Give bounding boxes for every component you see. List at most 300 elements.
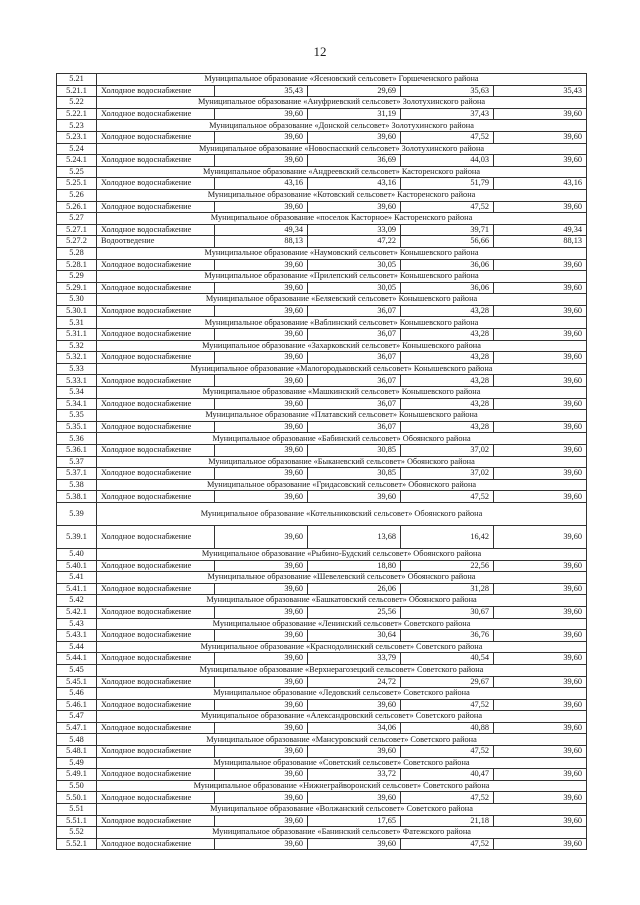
- tariff-value-1: 39,60: [215, 201, 308, 213]
- service-row: [57, 282, 587, 294]
- service-row: [57, 606, 587, 618]
- tariff-value-3: 44,03: [401, 155, 494, 167]
- municipality-title: Муниципальное образование «Волжанский сельсовет» Советского района: [97, 804, 587, 816]
- tariff-value-4: 39,60: [494, 560, 587, 572]
- tariff-value-1: 39,60: [215, 282, 308, 294]
- row-number: 5.42.1: [57, 606, 97, 618]
- municipality-row: [57, 213, 587, 225]
- municipality-row: [57, 120, 587, 132]
- service-row: [57, 653, 587, 665]
- municipality-title: Муниципальное образование «Мансуровский сельсовет» Советского района: [97, 734, 587, 746]
- service-row: [57, 676, 587, 688]
- municipality-title: Муниципальное образование «поселок Касторное» Касторенского района: [97, 213, 587, 225]
- row-number: 5.41.1: [57, 583, 97, 595]
- tariff-value-3: 40,54: [401, 653, 494, 665]
- municipality-title: Муниципальное образование «Быканевский сельсовет» Обоянского района: [97, 456, 587, 468]
- row-number: 5.39.1: [57, 525, 97, 548]
- tariff-value-3: 47,52: [401, 201, 494, 213]
- row-number: 5.31.1: [57, 329, 97, 341]
- service-name: Холодное водоснабжение: [97, 769, 215, 781]
- tariff-value-2: 33,09: [308, 224, 401, 236]
- row-number: 5.29: [57, 271, 97, 283]
- row-number: 5.24.1: [57, 155, 97, 167]
- service-row: [57, 236, 587, 248]
- tariff-value-3: 31,28: [401, 583, 494, 595]
- municipality-title: Муниципальное образование «Ледовский сельсовет» Советского района: [97, 688, 587, 700]
- row-number: 5.26: [57, 189, 97, 201]
- tariff-value-1: 39,60: [215, 525, 308, 548]
- tariff-value-1: 39,60: [215, 699, 308, 711]
- municipality-title: Муниципальное образование «Бабинский сельсовет» Обоянского района: [97, 433, 587, 445]
- service-name: Холодное водоснабжение: [97, 560, 215, 572]
- row-number: 5.26.1: [57, 201, 97, 213]
- service-name: Холодное водоснабжение: [97, 468, 215, 480]
- municipality-row: [57, 456, 587, 468]
- tariff-value-3: 40,47: [401, 769, 494, 781]
- tariff-value-2: 34,06: [308, 722, 401, 734]
- service-row: [57, 131, 587, 143]
- tariff-value-3: 30,67: [401, 606, 494, 618]
- tariff-value-4: 39,60: [494, 630, 587, 642]
- tariff-value-1: 39,60: [215, 375, 308, 387]
- tariff-value-2: 36,69: [308, 155, 401, 167]
- tariff-value-3: 47,52: [401, 792, 494, 804]
- tariff-value-1: 39,60: [215, 491, 308, 503]
- municipality-title: Муниципальное образование «Наумовский сельсовет» Конышевского района: [97, 247, 587, 259]
- row-number: 5.43.1: [57, 630, 97, 642]
- service-row: [57, 560, 587, 572]
- service-row: [57, 630, 587, 642]
- tariff-value-3: 40,88: [401, 722, 494, 734]
- tariff-value-3: 43,28: [401, 398, 494, 410]
- row-number: 5.22: [57, 97, 97, 109]
- tariff-value-2: 39,60: [308, 746, 401, 758]
- service-row: [57, 491, 587, 503]
- municipality-title: Муниципальное образование «Нижнеграйворонский сельсовет» Советского района: [97, 780, 587, 792]
- row-number: 5.45: [57, 664, 97, 676]
- tariff-value-3: 22,56: [401, 560, 494, 572]
- row-number: 5.35.1: [57, 421, 97, 433]
- row-number: 5.23.1: [57, 131, 97, 143]
- tariff-value-1: 39,60: [215, 838, 308, 850]
- row-number: 5.27: [57, 213, 97, 225]
- row-number: 5.21.1: [57, 85, 97, 97]
- municipality-title: Муниципальное образование «Андреевский сельсовет» Касторенского района: [97, 166, 587, 178]
- municipality-title: Муниципальное образование «Ленинский сельсовет» Советского района: [97, 618, 587, 630]
- tariff-value-1: 39,60: [215, 792, 308, 804]
- tariff-value-4: 39,60: [494, 525, 587, 548]
- service-name: Холодное водоснабжение: [97, 201, 215, 213]
- service-name: Холодное водоснабжение: [97, 676, 215, 688]
- tariff-value-3: 47,52: [401, 491, 494, 503]
- row-number: 5.21: [57, 74, 97, 86]
- tariff-value-2: 26,06: [308, 583, 401, 595]
- tariff-value-4: 39,60: [494, 653, 587, 665]
- service-name: Холодное водоснабжение: [97, 398, 215, 410]
- tariff-value-4: 43,16: [494, 178, 587, 190]
- row-number: 5.33: [57, 363, 97, 375]
- row-number: 5.30: [57, 294, 97, 306]
- service-name: Холодное водоснабжение: [97, 491, 215, 503]
- row-number: 5.27.1: [57, 224, 97, 236]
- service-name: Холодное водоснабжение: [97, 352, 215, 364]
- row-number: 5.40: [57, 548, 97, 560]
- municipality-row: [57, 757, 587, 769]
- tariff-value-1: 39,60: [215, 445, 308, 457]
- tariff-value-1: 39,60: [215, 746, 308, 758]
- tariff-value-4: 39,60: [494, 282, 587, 294]
- municipality-row: [57, 502, 587, 525]
- municipality-title: Муниципальное образование «Котельниковский сельсовет» Обоянского района: [97, 502, 587, 525]
- municipality-row: [57, 247, 587, 259]
- service-row: [57, 155, 587, 167]
- tariff-value-3: 43,28: [401, 375, 494, 387]
- row-number: 5.44.1: [57, 653, 97, 665]
- tariff-value-4: 39,60: [494, 375, 587, 387]
- municipality-row: [57, 827, 587, 839]
- service-row: [57, 699, 587, 711]
- row-number: 5.51.1: [57, 815, 97, 827]
- tariff-value-4: 39,60: [494, 606, 587, 618]
- tariff-value-2: 39,60: [308, 792, 401, 804]
- row-number: 5.34.1: [57, 398, 97, 410]
- tariff-value-2: 36,07: [308, 398, 401, 410]
- tariff-value-3: 47,52: [401, 131, 494, 143]
- row-number: 5.38.1: [57, 491, 97, 503]
- tariff-value-4: 35,43: [494, 85, 587, 97]
- tariff-value-1: 39,60: [215, 398, 308, 410]
- row-number: 5.52: [57, 827, 97, 839]
- service-row: [57, 329, 587, 341]
- municipality-title: Муниципальное образование «Новоспасский сельсовет» Золотухинского района: [97, 143, 587, 155]
- tariff-value-4: 39,60: [494, 131, 587, 143]
- service-row: [57, 746, 587, 758]
- service-name: Холодное водоснабжение: [97, 838, 215, 850]
- tariff-value-4: 39,60: [494, 583, 587, 595]
- tariff-value-4: 39,60: [494, 699, 587, 711]
- row-number: 5.52.1: [57, 838, 97, 850]
- row-number: 5.43: [57, 618, 97, 630]
- tariff-value-4: 39,60: [494, 838, 587, 850]
- tariff-value-1: 39,60: [215, 131, 308, 143]
- row-number: 5.35: [57, 410, 97, 422]
- tariff-value-2: 30,85: [308, 468, 401, 480]
- municipality-row: [57, 317, 587, 329]
- tariff-value-4: 39,60: [494, 329, 587, 341]
- tariff-value-3: 36,06: [401, 282, 494, 294]
- tariff-value-4: 39,60: [494, 792, 587, 804]
- row-number: 5.24: [57, 143, 97, 155]
- row-number: 5.49.1: [57, 769, 97, 781]
- tariff-value-2: 25,56: [308, 606, 401, 618]
- municipality-row: [57, 572, 587, 584]
- municipality-title: Муниципальное образование «Котовский сельсовет» Касторенского района: [97, 189, 587, 201]
- row-number: 5.25.1: [57, 178, 97, 190]
- service-name: Холодное водоснабжение: [97, 329, 215, 341]
- municipality-row: [57, 479, 587, 491]
- service-row: [57, 468, 587, 480]
- municipality-row: [57, 387, 587, 399]
- service-row: [57, 421, 587, 433]
- row-number: 5.48: [57, 734, 97, 746]
- tariff-value-2: 36,07: [308, 375, 401, 387]
- row-number: 5.36.1: [57, 445, 97, 457]
- municipality-row: [57, 143, 587, 155]
- tariff-value-3: 36,06: [401, 259, 494, 271]
- tariff-value-2: 39,60: [308, 491, 401, 503]
- municipality-row: [57, 804, 587, 816]
- service-name: Холодное водоснабжение: [97, 421, 215, 433]
- service-name: Холодное водоснабжение: [97, 131, 215, 143]
- row-number: 5.27.2: [57, 236, 97, 248]
- tariff-value-1: 39,60: [215, 305, 308, 317]
- row-number: 5.28: [57, 247, 97, 259]
- municipality-row: [57, 410, 587, 422]
- row-number: 5.23: [57, 120, 97, 132]
- tariff-value-3: 43,28: [401, 305, 494, 317]
- tariff-value-2: 29,69: [308, 85, 401, 97]
- row-number: 5.46.1: [57, 699, 97, 711]
- row-number: 5.42: [57, 595, 97, 607]
- tariff-value-2: 36,07: [308, 329, 401, 341]
- tariff-value-3: 56,66: [401, 236, 494, 248]
- tariff-value-2: 17,65: [308, 815, 401, 827]
- service-row: [57, 769, 587, 781]
- municipality-title: Муниципальное образование «Ануфриевский сельсовет» Золотухинского района: [97, 97, 587, 109]
- tariff-value-1: 88,13: [215, 236, 308, 248]
- tariff-value-3: 16,42: [401, 525, 494, 548]
- tariff-value-1: 39,60: [215, 329, 308, 341]
- service-name: Холодное водоснабжение: [97, 583, 215, 595]
- municipality-title: Муниципальное образование «Прилепский сельсовет» Конышевского района: [97, 271, 587, 283]
- service-name: Холодное водоснабжение: [97, 630, 215, 642]
- tariff-value-4: 39,60: [494, 815, 587, 827]
- service-row: [57, 375, 587, 387]
- service-name: Холодное водоснабжение: [97, 653, 215, 665]
- municipality-title: Муниципальное образование «Краснодолинский сельсовет» Советского района: [97, 641, 587, 653]
- row-number: 5.38: [57, 479, 97, 491]
- tariff-value-4: 39,60: [494, 491, 587, 503]
- row-number: 5.47.1: [57, 722, 97, 734]
- tariff-value-3: 51,79: [401, 178, 494, 190]
- tariff-value-1: 39,60: [215, 815, 308, 827]
- tariff-value-1: 39,60: [215, 468, 308, 480]
- service-row: [57, 108, 587, 120]
- service-row: [57, 838, 587, 850]
- municipality-row: [57, 780, 587, 792]
- row-number: 5.25: [57, 166, 97, 178]
- municipality-title: Муниципальное образование «Захарковский сельсовет» Конышевского района: [97, 340, 587, 352]
- tariff-value-2: 39,60: [308, 131, 401, 143]
- tariff-value-4: 39,60: [494, 108, 587, 120]
- row-number: 5.48.1: [57, 746, 97, 758]
- tariff-value-1: 39,60: [215, 630, 308, 642]
- municipality-row: [57, 340, 587, 352]
- tariff-value-1: 43,16: [215, 178, 308, 190]
- tariff-value-4: 39,60: [494, 155, 587, 167]
- tariff-value-1: 39,60: [215, 259, 308, 271]
- service-row: [57, 722, 587, 734]
- municipality-title: Муниципальное образование «Советский сельсовет» Советского района: [97, 757, 587, 769]
- row-number: 5.29.1: [57, 282, 97, 294]
- service-row: [57, 445, 587, 457]
- tariff-value-2: 39,60: [308, 699, 401, 711]
- service-name: Холодное водоснабжение: [97, 699, 215, 711]
- row-number: 5.50: [57, 780, 97, 792]
- service-name: Холодное водоснабжение: [97, 305, 215, 317]
- service-row: [57, 398, 587, 410]
- service-row: [57, 815, 587, 827]
- tariff-value-2: 36,07: [308, 421, 401, 433]
- tariff-value-2: 36,07: [308, 352, 401, 364]
- row-number: 5.45.1: [57, 676, 97, 688]
- tariff-value-4: 39,60: [494, 352, 587, 364]
- service-row: [57, 259, 587, 271]
- tariff-value-4: 88,13: [494, 236, 587, 248]
- tariff-value-3: 37,02: [401, 468, 494, 480]
- municipality-title: Муниципальное образование «Малогородьковский сельсовет» Конышевского района: [97, 363, 587, 375]
- tariff-value-1: 39,60: [215, 606, 308, 618]
- tariff-value-3: 47,52: [401, 838, 494, 850]
- service-name: Холодное водоснабжение: [97, 108, 215, 120]
- service-name: Холодное водоснабжение: [97, 85, 215, 97]
- tariff-value-2: 33,79: [308, 653, 401, 665]
- municipality-row: [57, 74, 587, 86]
- row-number: 5.31: [57, 317, 97, 329]
- municipality-title: Муниципальное образование «Машкинский сельсовет» Конышевского района: [97, 387, 587, 399]
- service-name: Водоотведение: [97, 236, 215, 248]
- service-row: [57, 583, 587, 595]
- tariff-value-1: 39,60: [215, 722, 308, 734]
- service-name: Холодное водоснабжение: [97, 375, 215, 387]
- tariff-table-body: [57, 74, 587, 850]
- tariff-value-4: 39,60: [494, 445, 587, 457]
- municipality-title: Муниципальное образование «Шевелевский сельсовет» Обоянского района: [97, 572, 587, 584]
- tariff-value-4: 39,60: [494, 769, 587, 781]
- row-number: 5.36: [57, 433, 97, 445]
- municipality-title: Муниципальное образование «Башкатовский сельсовет» Обоянского района: [97, 595, 587, 607]
- tariff-value-4: 39,60: [494, 746, 587, 758]
- tariff-value-4: 39,60: [494, 259, 587, 271]
- tariff-value-2: 18,80: [308, 560, 401, 572]
- tariff-value-4: 39,60: [494, 676, 587, 688]
- tariff-value-2: 13,68: [308, 525, 401, 548]
- tariff-value-4: 39,60: [494, 468, 587, 480]
- tariff-value-2: 30,05: [308, 259, 401, 271]
- municipality-title: Муниципальное образование «Банинский сельсовет» Фатежского района: [97, 827, 587, 839]
- tariff-value-3: 47,52: [401, 746, 494, 758]
- tariff-value-1: 39,60: [215, 352, 308, 364]
- municipality-title: Муниципальное образование «Александровский сельсовет» Советского района: [97, 711, 587, 723]
- tariff-value-2: 31,19: [308, 108, 401, 120]
- row-number: 5.40.1: [57, 560, 97, 572]
- service-name: Холодное водоснабжение: [97, 746, 215, 758]
- tariff-value-2: 47,22: [308, 236, 401, 248]
- row-number: 5.28.1: [57, 259, 97, 271]
- service-name: Холодное водоснабжение: [97, 792, 215, 804]
- service-row: [57, 85, 587, 97]
- municipality-row: [57, 688, 587, 700]
- municipality-row: [57, 641, 587, 653]
- tariff-value-2: 30,64: [308, 630, 401, 642]
- tariff-value-4: 39,60: [494, 305, 587, 317]
- municipality-title: Муниципальное образование «Ясеновский сельсовет» Горшеченского района: [97, 74, 587, 86]
- row-number: 5.50.1: [57, 792, 97, 804]
- row-number: 5.39: [57, 502, 97, 525]
- tariff-value-1: 35,43: [215, 85, 308, 97]
- tariff-value-1: 39,60: [215, 653, 308, 665]
- tariff-value-2: 33,72: [308, 769, 401, 781]
- tariff-value-3: 43,28: [401, 352, 494, 364]
- row-number: 5.41: [57, 572, 97, 584]
- municipality-title: Муниципальное образование «Гридасовский сельсовет» Обоянского района: [97, 479, 587, 491]
- service-row: [57, 352, 587, 364]
- tariff-value-3: 47,52: [401, 699, 494, 711]
- municipality-row: [57, 294, 587, 306]
- municipality-title: Муниципальное образование «Рыбино-Будский сельсовет» Обоянского района: [97, 548, 587, 560]
- tariff-value-4: 39,60: [494, 722, 587, 734]
- service-name: Холодное водоснабжение: [97, 259, 215, 271]
- tariff-value-3: 35,63: [401, 85, 494, 97]
- row-number: 5.22.1: [57, 108, 97, 120]
- municipality-row: [57, 189, 587, 201]
- tariff-value-2: 36,07: [308, 305, 401, 317]
- tariff-value-4: 39,60: [494, 398, 587, 410]
- row-number: 5.51: [57, 804, 97, 816]
- service-name: Холодное водоснабжение: [97, 525, 215, 548]
- row-number: 5.34: [57, 387, 97, 399]
- tariff-value-2: 43,16: [308, 178, 401, 190]
- tariff-value-1: 39,60: [215, 421, 308, 433]
- municipality-title: Муниципальное образование «Беляевский сельсовет» Конышевского района: [97, 294, 587, 306]
- service-row: [57, 305, 587, 317]
- tariff-value-3: 39,71: [401, 224, 494, 236]
- tariff-value-4: 39,60: [494, 201, 587, 213]
- tariff-value-1: 39,60: [215, 583, 308, 595]
- row-number: 5.33.1: [57, 375, 97, 387]
- municipality-row: [57, 618, 587, 630]
- service-name: Холодное водоснабжение: [97, 282, 215, 294]
- service-row: [57, 178, 587, 190]
- row-number: 5.32: [57, 340, 97, 352]
- row-number: 5.46: [57, 688, 97, 700]
- municipality-row: [57, 548, 587, 560]
- row-number: 5.32.1: [57, 352, 97, 364]
- tariff-value-2: 30,05: [308, 282, 401, 294]
- service-name: Холодное водоснабжение: [97, 606, 215, 618]
- tariff-value-2: 24,72: [308, 676, 401, 688]
- service-row: [57, 201, 587, 213]
- municipality-title: Муниципальное образование «Ваблинский сельсовет» Конышевского района: [97, 317, 587, 329]
- row-number: 5.37: [57, 456, 97, 468]
- tariff-value-3: 37,02: [401, 445, 494, 457]
- row-number: 5.47: [57, 711, 97, 723]
- tariff-value-3: 37,43: [401, 108, 494, 120]
- row-number: 5.49: [57, 757, 97, 769]
- tariff-value-1: 49,34: [215, 224, 308, 236]
- service-name: Холодное водоснабжение: [97, 815, 215, 827]
- tariff-value-2: 39,60: [308, 838, 401, 850]
- service-name: Холодное водоснабжение: [97, 155, 215, 167]
- tariff-value-1: 39,60: [215, 560, 308, 572]
- municipality-title: Муниципальное образование «Донской сельсовет» Золотухинского района: [97, 120, 587, 132]
- tariff-value-3: 43,28: [401, 421, 494, 433]
- tariff-table: [56, 73, 587, 850]
- tariff-value-2: 30,85: [308, 445, 401, 457]
- service-row: [57, 525, 587, 548]
- tariff-value-4: 39,60: [494, 421, 587, 433]
- tariff-value-3: 21,18: [401, 815, 494, 827]
